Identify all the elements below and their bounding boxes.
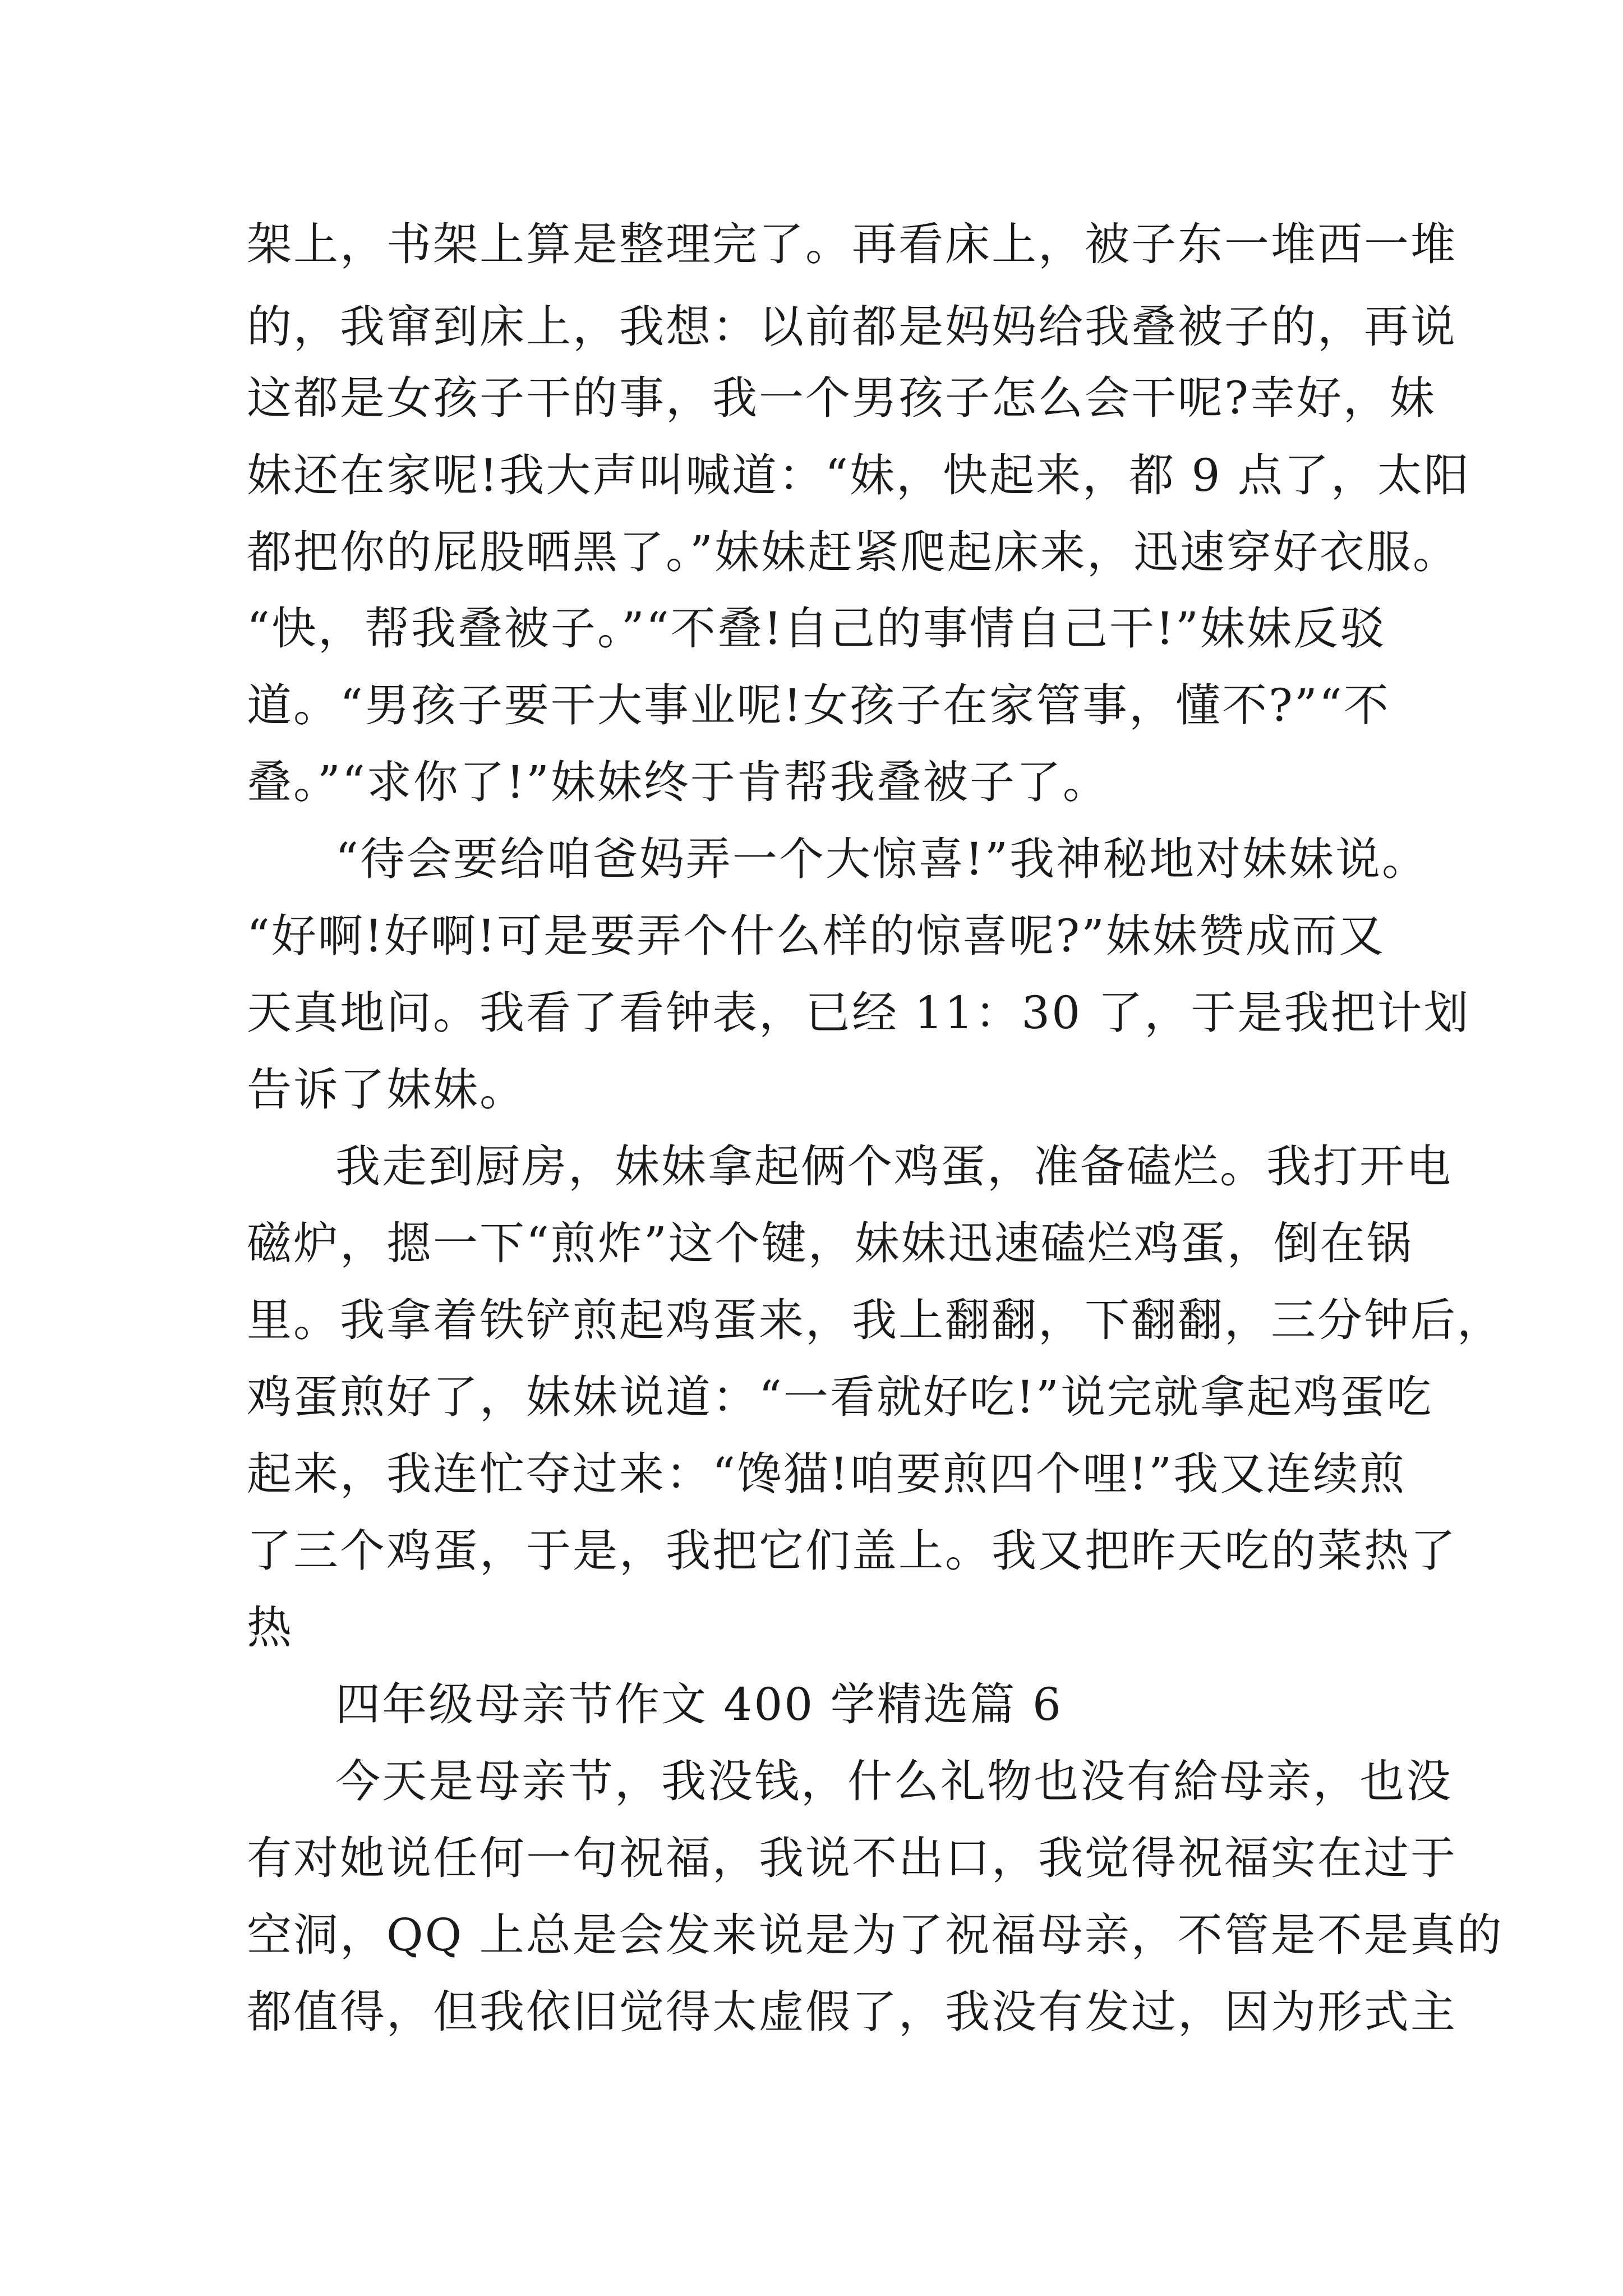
text-line: “快，帮我叠被子。”“不叠!自己的事情自己干!”妹妹反驳 xyxy=(247,602,1386,655)
paragraph-start-line: 我走到厨房，妹妹拿起俩个鸡蛋，准备磕烂。我打开电 xyxy=(335,1140,1453,1193)
text-line: 空洞，QQ 上总是会发来说是为了祝福母亲，不管是不是真的 xyxy=(247,1909,1504,1961)
text-line: 的，我窜到床上，我想：以前都是妈妈给我叠被子的，再说 xyxy=(247,301,1457,353)
text-line: 磁炉，摁一下“煎炸”这个键，妹妹迅速磕烂鸡蛋，倒在锅 xyxy=(247,1217,1413,1269)
text-line: “好啊!好啊!可是要弄个什么样的惊喜呢?”妹妹赞成而又 xyxy=(247,910,1385,962)
text-line: 都值得，但我依旧觉得太虚假了，我没有发过，因为形式主 xyxy=(247,1986,1457,2038)
text-line: 妹还在家呢!我大声叫喊道：“妹，快起来，都 9 点了，太阳 xyxy=(247,449,1470,501)
section-heading: 四年级母亲节作文 400 学精选篇 6 xyxy=(335,1678,1063,1731)
text-line: 道。“男孩子要干大事业呢!女孩子在家管事，懂不?”“不 xyxy=(247,679,1390,731)
text-line: 热 xyxy=(247,1602,293,1654)
text-line: 都把你的屁股晒黑了。”妹妹赶紧爬起床来，迅速穿好衣服。 xyxy=(247,526,1459,578)
text-line: 天真地问。我看了看钟表，已经 11：30 了，于是我把计划 xyxy=(247,987,1470,1039)
paragraph-start-line: 今天是母亲节，我没钱，什么礼物也没有給母亲，也没 xyxy=(335,1755,1453,1807)
text-line: 了三个鸡蛋，于是，我把它们盖上。我又把昨天吃的菜热了 xyxy=(247,1525,1457,1577)
text-line: 告诉了妹妹。 xyxy=(247,1064,526,1116)
text-line: 里。我拿着铁铲煎起鸡蛋来，我上翻翻，下翻翻，三分钟后， xyxy=(247,1294,1504,1346)
text-line: 鸡蛋煎好了，妹妹说道：“一看就好吃!”说完就拿起鸡蛋吃 xyxy=(247,1371,1433,1423)
text-line: 架上，书架上算是整理完了。再看床上，被子东一堆西一堆 xyxy=(247,218,1457,270)
text-line: 起来，我连忙夺过来：“馋猫!咱要煎四个哩!”我又连续煎 xyxy=(247,1448,1407,1500)
text-line: 有对她说任何一句祝福，我说不出口，我觉得祝福实在过于 xyxy=(247,1832,1457,1884)
text-line: 这都是女孩子干的事，我一个男孩子怎么会干呢?幸好，妹 xyxy=(247,372,1436,424)
text-line: 叠。”“求你了!”妹妹终于肯帮我叠被子了。 xyxy=(247,756,1109,808)
paragraph-start-line: “待会要给咱爸妈弄一个大惊喜!”我神秘地对妹妹说。 xyxy=(335,833,1428,885)
